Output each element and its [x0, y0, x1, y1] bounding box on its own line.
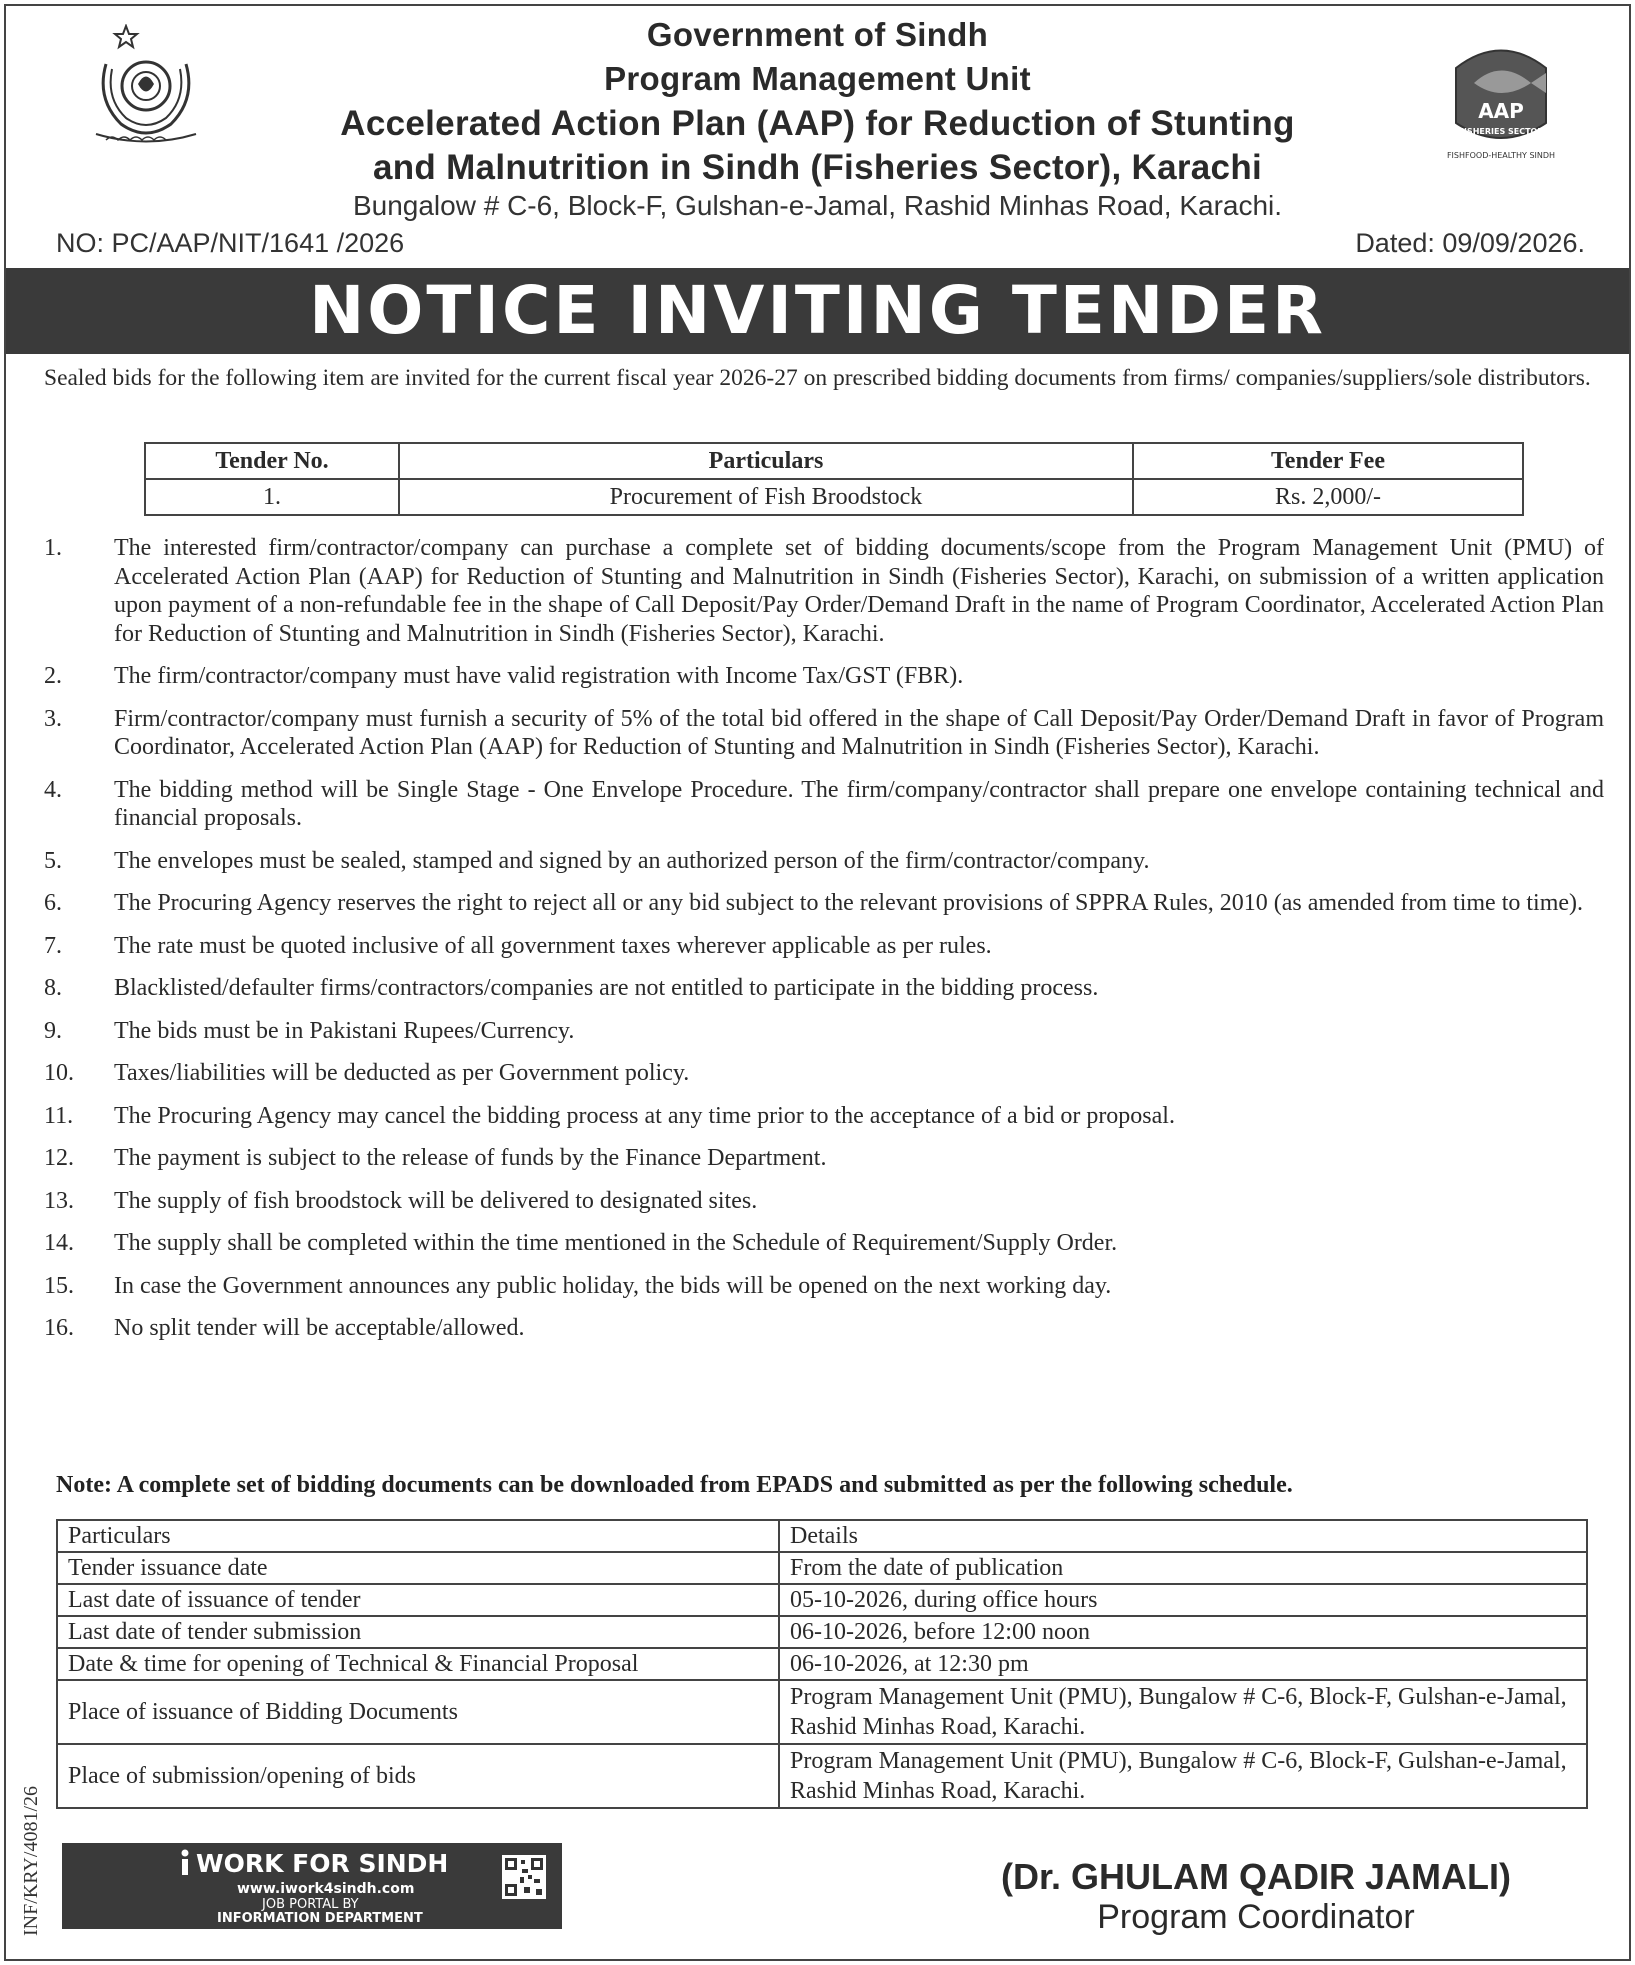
- notice-banner: [6, 268, 1629, 354]
- reference-number: NO: PC/AAP/NIT/1641 /2026: [56, 228, 405, 258]
- clause-text: The Procuring Agency may cancel the bidding process at any time prior to the acceptance of a bid or proposal.: [114, 1102, 1175, 1129]
- clause-number: 1.: [44, 535, 62, 561]
- clause-number: 2.: [44, 663, 62, 689]
- schedule-header: [57, 1520, 1587, 1552]
- tender-table-header: [145, 443, 1523, 479]
- schedule-detail: 06-10-2026, before 12:00 noon: [779, 1616, 1587, 1648]
- qr-code-icon: [502, 1855, 546, 1899]
- clause-text: The bidding method will be Single Stage - One Envelope Procedure. The firm/company/contractor shall prepare one envelope containing technical and financial proposals.: [114, 776, 1604, 831]
- clause-number: 11.: [44, 1102, 74, 1129]
- table-row: [57, 1744, 1587, 1808]
- list-item: [44, 1314, 1604, 1343]
- office-address: Bungalow # C-6, Block-F, Gulshan-e-Jamal, Rashid Minhas Road, Karachi.: [352, 190, 1283, 221]
- clause-text: Firm/contractor/company must furnish a security of 5% of the total bid offered in the shape of Call Deposit/Pay Order/Demand Draft in favor of Program Coordinator, Accelerated Action Plan (AAP) for Reduction of Stunting and Malnutrition in Sindh (Fisheries Sector), Karachi.: [114, 705, 1604, 760]
- iwork-line3: INFORMATION DEPARTMENT: [217, 1911, 423, 1926]
- clause-text: In case the Government announces any public holiday, the bids will be opened on the next working day.: [114, 1272, 1112, 1299]
- publication-code: INF/KRY/4081/26: [20, 1785, 42, 1936]
- signatory-title: Program Coordinator: [1097, 1898, 1415, 1936]
- tender-fee-cell: Rs. 2,000/-: [1133, 479, 1523, 515]
- list-item: [44, 1017, 1604, 1046]
- clause-number: 7.: [44, 932, 62, 959]
- schedule-particular: Tender issuance date: [57, 1552, 779, 1584]
- intro-paragraph: Sealed bids for the following item are invited for the current fiscal year 2026-27 on prescribed bidding documents from firms/ companies/suppliers/sole distributors.: [44, 365, 1591, 391]
- clause-number: 16.: [44, 1315, 74, 1341]
- table-row: [57, 1584, 1587, 1616]
- col-tender-fee: Tender Fee: [1133, 443, 1523, 479]
- list-item: [44, 1272, 1604, 1301]
- terms-list: [44, 534, 1604, 1343]
- clause-text: The payment is subject to the release of funds by the Finance Department.: [114, 1145, 827, 1171]
- program-title-line2: and Malnutrition in Sindh (Fisheries Sector), Karachi: [372, 148, 1263, 187]
- signatory-name: (Dr. GHULAM QADIR JAMALI): [1001, 1856, 1511, 1897]
- clause-text: The supply of fish broodstock will be delivered to designated sites.: [114, 1187, 758, 1214]
- schedule-table: [56, 1519, 1588, 1809]
- iwork-for-sindh-badge: [62, 1843, 562, 1929]
- clause-number: 8.: [44, 975, 62, 1001]
- clause-text: The Procuring Agency reserves the right to reject all or any bid subject to the relevant provisions of SPPRA Rules, 2010 (as amended from time to time).: [114, 890, 1584, 916]
- clause-text: Taxes/liabilities will be deducted as per Government policy.: [114, 1060, 690, 1086]
- logo-subtext: FISHERIES SECTOR: [1458, 127, 1544, 136]
- clause-text: The firm/contractor/company must have valid registration with Income Tax/GST (FBR).: [114, 663, 964, 689]
- schedule-particular: Place of issuance of Bidding Documents: [57, 1680, 779, 1744]
- epads-note: Note: A complete set of bidding documents can be downloaded from EPADS and submitted as per the following schedule.: [56, 1472, 1293, 1498]
- clause-text: The bids must be in Pakistani Rupees/Currency.: [114, 1017, 575, 1044]
- list-item: [44, 1229, 1604, 1258]
- clause-number: 13.: [44, 1187, 74, 1214]
- clause-text: No split tender will be acceptable/allowed.: [114, 1315, 525, 1341]
- list-item: [44, 662, 1604, 691]
- list-item: [44, 1059, 1604, 1088]
- clause-number: 12.: [44, 1145, 74, 1171]
- unit-title: Program Management Unit: [604, 60, 1031, 97]
- schedule-detail: 05-10-2026, during office hours: [779, 1584, 1587, 1616]
- tender-table: [144, 442, 1524, 516]
- iwork-title: WORK FOR SINDH: [196, 1849, 449, 1878]
- iwork-url: www.iwork4sindh.com: [237, 1881, 415, 1897]
- iwork-line2: JOB PORTAL BY: [262, 1897, 359, 1912]
- clause-text: The interested firm/contractor/company can purchase a complete set of bidding documents/scope from the Program Management Unit (PMU) of Accelerated Action Plan (AAP) for Reduction of Stunting and Malnutrition in Sindh (Fisheries Sector), Karachi, on submission of a written application upon payment of a non-refundable fee in the shape of Call Deposit/Pay Order/Demand Draft in the name of Program Coordinator, Accelerated Action Plan for Reduction of Stunting and Malnutrition in Sindh (Fisheries Sector), Karachi.: [114, 535, 1604, 647]
- government-title: Government of Sindh: [646, 16, 989, 53]
- info-i-icon: [180, 1849, 190, 1875]
- list-item: [44, 889, 1604, 918]
- list-item: [44, 705, 1604, 762]
- aap-fisheries-logo-icon: [1426, 28, 1576, 168]
- list-item: [44, 534, 1604, 648]
- list-item: [44, 847, 1604, 876]
- clause-number: 6.: [44, 890, 62, 916]
- table-row: [57, 1648, 1587, 1680]
- list-item: [44, 1102, 1604, 1131]
- clause-text: The supply shall be completed within the time mentioned in the Schedule of Requirement/Supply Order.: [114, 1230, 1118, 1256]
- table-row: [57, 1680, 1587, 1744]
- clause-number: 9.: [44, 1017, 62, 1044]
- schedule-detail: 06-10-2026, at 12:30 pm: [779, 1648, 1587, 1680]
- notice-page: [4, 4, 1631, 1961]
- issue-date: Dated: 09/09/2026.: [1355, 228, 1585, 258]
- notice-title: NOTICE INVITING TENDER: [309, 272, 1326, 349]
- schedule-particular: Last date of tender submission: [57, 1616, 779, 1648]
- clause-number: 14.: [44, 1230, 74, 1256]
- col-tender-no: Tender No.: [145, 443, 399, 479]
- col-particulars: Particulars: [57, 1520, 779, 1552]
- col-particulars: Particulars: [399, 443, 1133, 479]
- list-item: [44, 974, 1604, 1003]
- list-item: [44, 932, 1604, 961]
- logo-text: AAP: [1478, 99, 1524, 123]
- table-row: [145, 479, 1523, 515]
- program-title-line1: Accelerated Action Plan (AAP) for Reduction of Stunting: [340, 104, 1295, 143]
- schedule-detail: From the date of publication: [779, 1552, 1587, 1584]
- letterhead: [6, 6, 1629, 264]
- clause-text: Blacklisted/defaulter firms/contractors/companies are not entitled to participate in the bidding process.: [114, 975, 1099, 1001]
- schedule-particular: Last date of issuance of tender: [57, 1584, 779, 1616]
- col-details: Details: [779, 1520, 1587, 1552]
- schedule-detail: Program Management Unit (PMU), Bungalow # C-6, Block-F, Gulshan-e-Jamal, Rashid Minhas Road, Karachi.: [779, 1744, 1587, 1808]
- clause-text: The rate must be quoted inclusive of all government taxes wherever applicable as per rules.: [114, 932, 992, 959]
- schedule-particular: Date & time for opening of Technical & Financial Proposal: [57, 1648, 779, 1680]
- schedule-particular: Place of submission/opening of bids: [57, 1744, 779, 1808]
- clause-number: 10.: [44, 1060, 74, 1086]
- clause-text: The envelopes must be sealed, stamped and signed by an authorized person of the firm/contractor/company.: [114, 847, 1150, 874]
- schedule-detail: Program Management Unit (PMU), Bungalow # C-6, Block-F, Gulshan-e-Jamal, Rashid Minhas Road, Karachi.: [779, 1680, 1587, 1744]
- list-item: [44, 1144, 1604, 1173]
- list-item: [44, 1187, 1604, 1216]
- particulars-cell: Procurement of Fish Broodstock: [399, 479, 1133, 515]
- clause-number: 4.: [44, 776, 62, 803]
- table-row: [57, 1552, 1587, 1584]
- clause-number: 5.: [44, 847, 62, 874]
- logo-caption: FISHFOOD-HEALTHY SINDH: [1446, 151, 1556, 160]
- clause-number: 15.: [44, 1272, 74, 1299]
- clause-number: 3.: [44, 705, 62, 732]
- table-row: [57, 1616, 1587, 1648]
- tender-no-cell: 1.: [145, 479, 399, 515]
- list-item: [44, 776, 1604, 833]
